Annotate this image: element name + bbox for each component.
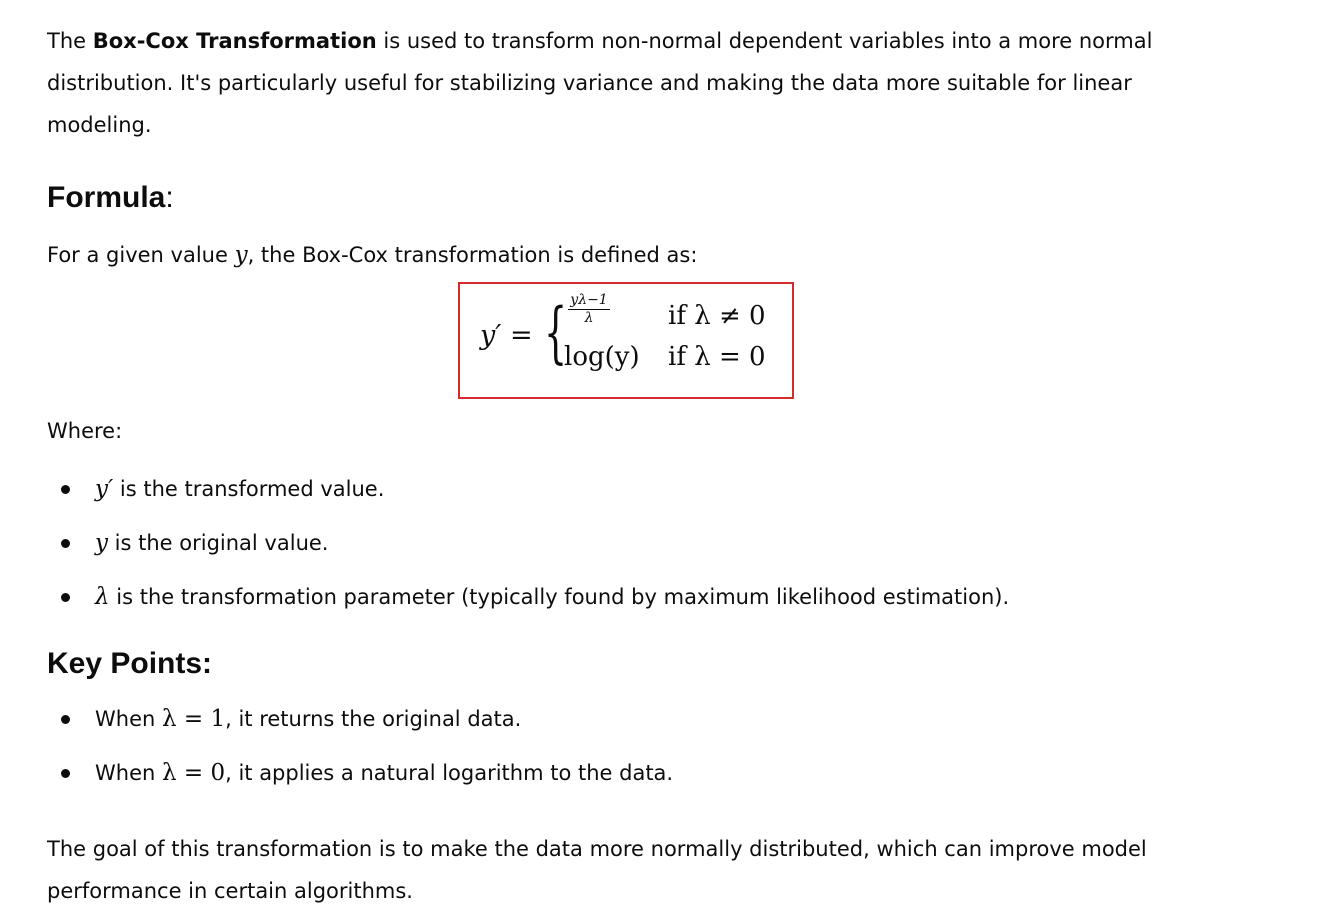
formula-condition-zero: if λ = 0 <box>668 342 766 372</box>
formula-fraction-numerator: yλ−1 <box>570 292 608 308</box>
formula-brace: { <box>544 294 568 371</box>
formula-log-case: log(y) <box>564 342 640 372</box>
formula-lead-start: For a given value <box>47 243 235 267</box>
where-item-text: is the transformation parameter (typically found by maximum likelihood estimation). <box>109 585 1010 609</box>
bullet-dot <box>61 715 70 724</box>
where-item-var: y <box>95 530 108 556</box>
formula-lead <box>47 234 1167 276</box>
where-label: Where: <box>47 419 123 443</box>
where-item <box>47 528 1167 582</box>
formula-heading-colon: : <box>165 181 174 214</box>
formula-lead-var: y <box>234 242 248 268</box>
where-item <box>47 582 1167 636</box>
where-item-text: is the transformed value. <box>113 477 385 501</box>
conclusion-paragraph: The goal of this transformation is to make the data more normally distributed, which can improve model performance in certain algorithms. <box>47 837 1147 903</box>
formula-lhs: y′ = <box>480 320 533 351</box>
formula-heading-text: Formula <box>47 181 166 214</box>
key-points-list <box>47 704 1167 812</box>
formula-highlight-box <box>458 282 794 399</box>
bullet-dot <box>61 593 70 602</box>
key-point-text-start: When <box>95 707 162 731</box>
bullet-dot <box>61 539 70 548</box>
formula-condition-nonzero: if λ ≠ 0 <box>668 301 766 331</box>
formula-fraction <box>564 292 614 326</box>
bullet-dot <box>61 769 70 778</box>
key-point-text-start: When <box>95 761 162 785</box>
key-point-math: λ = 1 <box>161 706 226 732</box>
key-points-heading: Key Points: <box>47 647 213 680</box>
key-point-math: λ = 0 <box>161 760 226 786</box>
formula-fraction-denominator: λ <box>584 310 594 326</box>
key-point-text-end: , it returns the original data. <box>225 707 522 731</box>
where-item-var: λ <box>95 584 110 610</box>
formula-heading <box>47 178 1167 218</box>
formula-lead-end: , the Box-Cox transformation is defined as: <box>247 243 698 267</box>
key-point-item <box>47 758 1167 812</box>
where-list <box>47 474 1167 636</box>
where-item <box>47 474 1167 528</box>
where-item-text: is the original value. <box>108 531 329 555</box>
intro-paragraph <box>47 20 1167 146</box>
intro-bold-term: Box-Cox Transformation <box>92 29 377 53</box>
bullet-dot <box>61 485 70 494</box>
where-item-var: y′ <box>95 476 114 502</box>
key-point-item <box>47 704 1167 758</box>
intro-text-start: The <box>47 29 93 53</box>
document-body <box>47 20 1167 912</box>
key-point-text-end: , it applies a natural logarithm to the data. <box>225 761 674 785</box>
intro-text-end: is used to transform non-normal dependent variables into a more normal distribution. It's particularly useful for stabilizing variance and making the data more suitable for linear modeling. <box>47 29 1153 137</box>
